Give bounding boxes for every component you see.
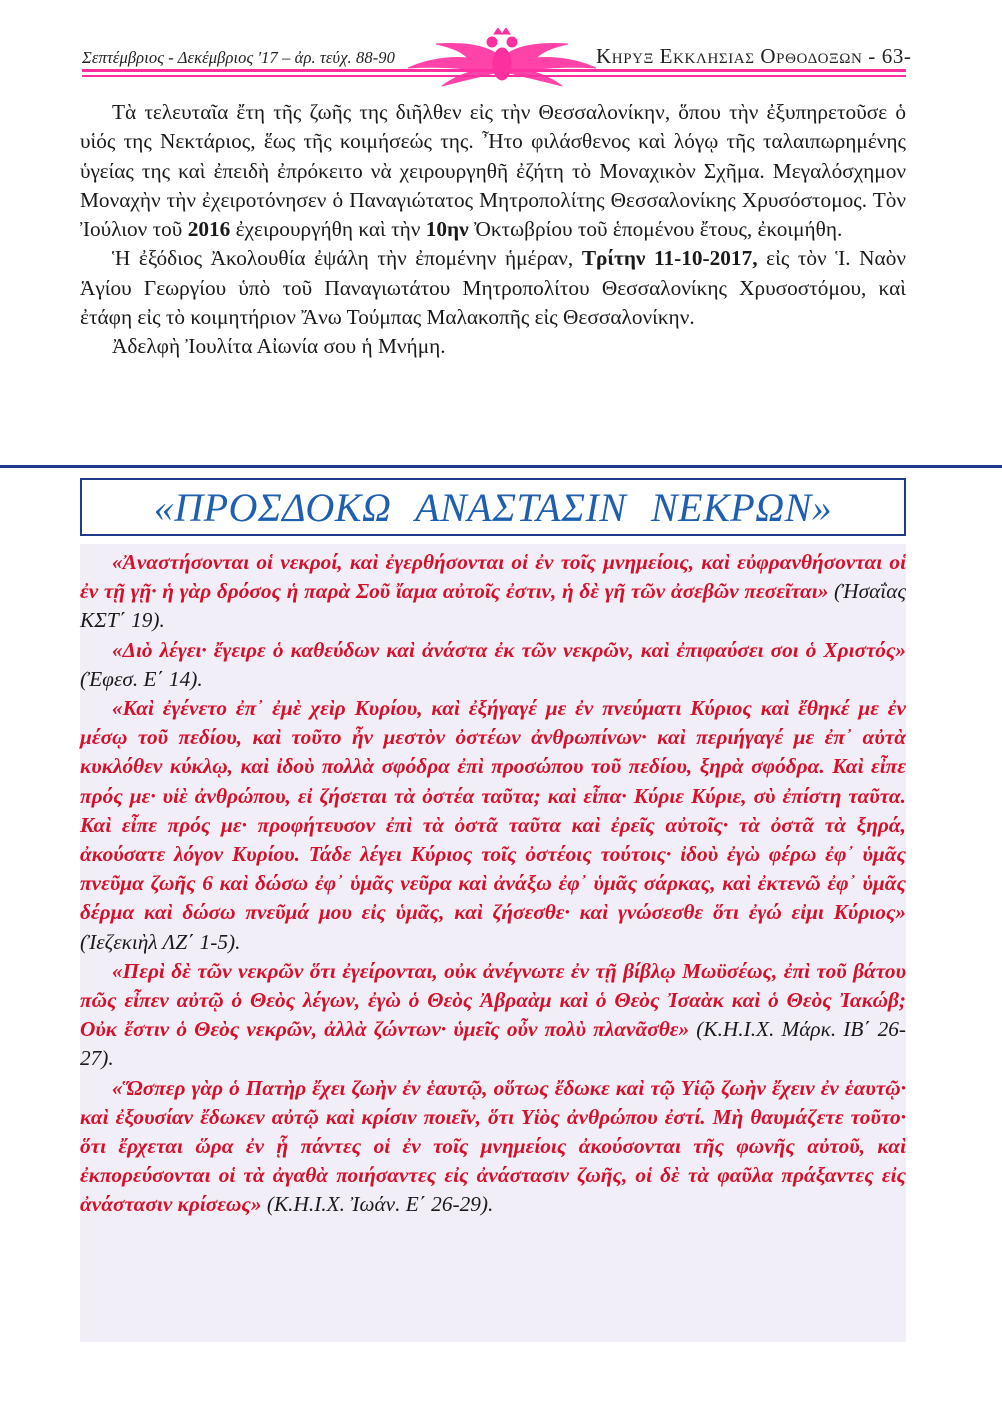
quote-paragraph: «Περὶ δὲ τῶν νεκρῶν ὅτι ἐγείρονται, οὐκ ἀνέγνωτε ἐν τῇ βίβλῳ Μωϋσέως, ἐπὶ τοῦ βάτου πῶς εἶπεν αὐτῷ ὁ Θεὸς λέγων, ἐγὼ ὁ Θεὸς Ἀβραὰμ καὶ ὁ Θεὸς Ἰσαὰκ καὶ ὁ Θεὸς Ἰακώβ; Οὐκ ἔστιν ὁ Θεὸς νεκρῶν, ἀλλὰ ζώντων· ὑμεῖς οὖν πολὺ πλανᾶσθε» (Κ.Η.Ι.Χ. Μάρκ. ΙΒ΄ 26-27). <box>80 958 906 1071</box>
header-rule-thin <box>82 75 906 77</box>
double-headed-eagle-icon <box>406 28 598 88</box>
quote-paragraph: «Ἀναστήσονται οἱ νεκροί, καὶ ἐγερθήσονται οἱ ἐν τοῖς μνημείοις, καὶ εὐφρανθήσονται οἱ ἐν τῇ γῇ· ἡ γὰρ δρόσος ἡ παρὰ Σοῦ ἴαμα αὐτοῖς ἐστιν, ἡ δὲ γῆ τῶν ἀσεβῶν πεσεῖται» (Ἠσαΐας ΚΣΤ΄ 19). <box>80 550 907 633</box>
header-rule <box>82 69 906 72</box>
obituary-paragraph-1: Τὰ τελευταῖα ἔτη τῆς ζωῆς της διῆλθεν εἰς τὴν Θεσσαλονίκην, ὅπου τὴν ἐξυπηρετοῦσε ὁ υἱός της Νεκτάριος, ἕως τῆς κοιμήσεώς της. Ἦτο φιλάσθενος καὶ λόγῳ τῆς ταλαιπωρημένης ὑγείας της καὶ ἐπειδὴ ἐπρόκειτο νὰ χειρουργηθῆ ἐζήτη τὸ Μοναχικὸν Σχῆμα. Μεγαλόσχημον Μοναχὴν τὴν ἐχειροτόνησεν ὁ Παναγιώτατος Μητροπολίτης Θεσσαλονίκης Χρυσόστομος. Τὸν Ἰούλιον τοῦ 2016 ἐχειρουργήθη καὶ τὴν 10ην Ὀκτωβρίου τοῦ ἑπομένου ἔτους, ἐκοιμήθη. <box>80 100 906 242</box>
obituary-text <box>80 98 906 362</box>
running-header <box>0 0 1002 90</box>
obituary-paragraph-3: Ἀδελφὴ Ἰουλίτα Αἰωνία σου ἡ Μνήμη. <box>112 334 446 359</box>
article-title-box <box>80 478 906 536</box>
quote-paragraph: «Διὸ λέγει· ἔγειρε ὁ καθεύδων καὶ ἀνάστα ἐκ τῶν νεκρῶν, καὶ ἐπιφαύσει σοι ὁ Χριστός» (Ἐφεσ. Ε΄ 14). <box>80 637 906 691</box>
quote-paragraph: «Καὶ ἐγένετο ἐπ᾽ ἐμὲ χεὶρ Κυρίου, καὶ ἐξήγαγέ με ἐν πνεύματι Κύριος καὶ ἔθηκέ με ἐν μέσῳ τοῦ πεδίου, καὶ τοῦτο ἦν μεστὸν ὀστέων ἀνθρωπίνων· καὶ περιήγαγέ με ἐπ᾽ αὐτὰ κυκλόθεν κύκλῳ, καὶ ἰδοὺ πολλὰ σφόδρα ἐπὶ προσώπου τοῦ πεδίου, ξηρὰ σφόδρα. Καὶ εἶπε πρός με· υἱὲ ἀνθρώπου, εἰ ζήσεται τὰ ὀστέα ταῦτα; καὶ εἶπα· Κύριε Κύριε, σὺ ἐπίστη ταῦτα. Καὶ εἶπε πρός με· προφήτευσον ἐπὶ τὰ ὀστᾶ ταῦτα καὶ ἐρεῖς αὐτοῖς· τὰ ὀστᾶ τὰ ξηρά, ἀκούσατε λόγον Κυρίου. Τάδε λέγει Κύριος τοῖς ὀστέοις τούτοις· ἰδοὺ ἐγὼ φέρω ἐφ᾽ ὑμᾶς πνεῦμα ζωῆς 6 καὶ δώσω ἐφ᾽ ὑμᾶς νεῦρα καὶ ἀνάξω ἐφ᾽ ὑμᾶς σάρκας, καὶ ἐκτενῶ ἐφ᾽ ὑμᾶς δέρμα καὶ δώσω πνεῦμά μου εἰς ὑμᾶς, καὶ ζήσεσθε· καὶ γνώσεσθε ὅτι ἐγώ εἰμι Κύριος» (Ἰεζεκιὴλ ΛΖ΄ 1-5). <box>80 696 906 954</box>
quote-paragraph: «Ὥσπερ γὰρ ὁ Πατὴρ ἔχει ζωὴν ἐν ἑαυτῷ, οὕτως ἔδωκε καὶ τῷ Υἱῷ ζωὴν ἔχειν ἐν ἑαυτῷ· καὶ ἐξουσίαν ἔδωκεν αὐτῷ καὶ κρίσιν ποιεῖν, ὅτι Υἱὸς ἀνθρώπου ἐστί. Μὴ θαυμάζετε τοῦτο· ὅτι ἔρχεται ὥρα ἐν ᾗ πάντες οἱ ἐν τοῖς μνημείοις ἀκούσονται τῆς φωνῆς αὐτοῦ, καὶ ἐκπορεύσονται οἱ τὰ ἀγαθὰ ποιήσαντες εἰς ἀνάστασιν ζωῆς, οἱ δὲ τὰ φαῦλα πράξαντες εἰς ἀνάστασιν κρίσεως» (Κ.Η.Ι.Χ. Ἰωάν. Ε΄ 26-29). <box>80 1075 906 1217</box>
issue-info: Σεπτέμβριος - Δεκέμβριος '17 – ἀρ. τεύχ. 88-90 <box>82 48 395 67</box>
publication-title: Κηρυξ Εκκλησιας Ορθοδοξων - 63- <box>596 44 912 68</box>
article-title: «ΠΡΟΣΔΟΚΩ ΑΝΑΣΤΑΣΙΝ ΝΕΚΡΩΝ» <box>153 484 833 530</box>
scripture-quotes <box>80 548 906 1220</box>
section-divider <box>0 465 1002 468</box>
obituary-paragraph-2: Ἡ ἐξόδιος Ἀκολουθία ἐψάλη τὴν ἐπομένην ἡμέραν, Τρίτην 11-10-2017, εἰς τὸν Ἱ. Ναὸν Ἁγίου Γεωργίου ὑπὸ τοῦ Παναγιωτάτου Μητροπολίτου Θεσσαλονίκης Χρυσοστόμου, καὶ ἐτάφη εἰς τὸ κοιμητήριον Ἄνω Τούμπας Μαλακοπῆς εἰς Θεσσαλονίκην. <box>80 246 906 330</box>
